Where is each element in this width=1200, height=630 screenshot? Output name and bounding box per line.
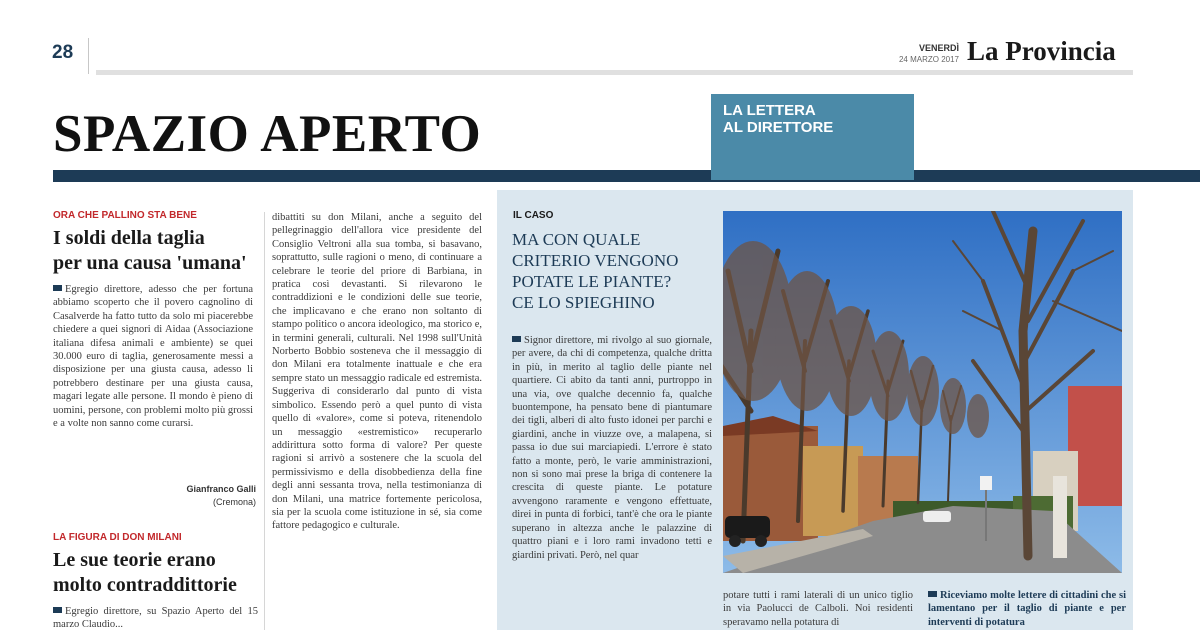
- letter-box-line-2: AL DIRETTORE: [723, 119, 834, 136]
- letter-continuation: potare tutti i rami laterali di un unico tiglio in via Paolucci de Calboli. Noi residenti speravamo nella potatura di: [723, 590, 913, 628]
- article1-signature-place: (Cremona): [212, 497, 256, 507]
- article1-body: [53, 283, 253, 481]
- article2-body-text: Egregio direttore, su Spazio Aperto del 15 marzo Claudio...: [53, 606, 258, 630]
- paragraph-marker-icon: [53, 285, 62, 291]
- letter-headline: [512, 229, 678, 313]
- article1-signature: Gianfranco Galli: [186, 484, 256, 494]
- header-rule: [96, 70, 1133, 75]
- letter-headline-line-4: CE LO SPIEGHINO: [512, 293, 655, 312]
- page-number: 28: [52, 42, 74, 63]
- letter-box: [711, 94, 914, 180]
- paragraph-marker-icon: [928, 591, 937, 597]
- letter-box-label: [723, 102, 833, 136]
- page-number-divider: [88, 38, 89, 74]
- article2-headline-line-1: Le sue teorie erano: [53, 549, 216, 571]
- paragraph-marker-icon: [53, 607, 62, 613]
- letter-kicker: IL CASO: [513, 210, 554, 221]
- header-date: 24 MARZO 2017: [898, 55, 959, 64]
- article1-kicker: ORA CHE PALLINO STA BENE: [53, 210, 197, 221]
- editor-reply-text: Riceviamo molte lettere di cittadini che si lamentano per il taglio di piante e per interventi di potatura: [928, 590, 1126, 628]
- header-day: VENERDÌ: [918, 43, 959, 53]
- editor-reply: [928, 589, 1126, 630]
- letter-headline-line-1: MA CON QUALE: [512, 230, 641, 249]
- article2-headline: [53, 548, 268, 598]
- section-title: SPAZIO APERTO: [53, 105, 482, 163]
- paragraph-marker-icon: [512, 336, 521, 342]
- masthead: La Provincia: [967, 36, 1116, 66]
- letter-body: [512, 334, 712, 630]
- letter-headline-line-3: POTATE LE PIANTE?: [512, 272, 672, 291]
- tree-lined-street-photo: [723, 211, 1122, 573]
- article2-kicker: LA FIGURA DI DON MILANI: [53, 532, 182, 543]
- letter-body-text: Signor direttore, mi rivolgo al suo giornale, per avere, da chi di competenza, qualche dritta in più, in merito al taglio delle piante nel quartiere. Ci abito da tanti anni, purtroppo in una via, ove qualche decennio fa, qualche buontempone, ha pensato bene di piantumare dei tigli, alberi di alto fusto idonei per parchi e giardini, anche in viuzze ove, a malapena, si passa io due sui marciapiedi. L'errore è stato fatto a monte, però, le varie amministrazioni, non si sono mai prese la briga di contenere la crescita di queste piante. Le potature avvengono raramente e vengono effettuate, direi in punta di forbici, tant'è che ora le piante superano in altezza anche le palazzine di quattro piani e i loro rami invadono tetti e giardini privati. Però, nel quar: [512, 335, 712, 561]
- article2-headline-line-2: molto contraddittorie: [53, 574, 237, 596]
- section-rule: [53, 170, 1200, 182]
- letter-headline-line-2: CRITERIO VENGONO: [512, 251, 679, 270]
- article1-headline: [53, 226, 263, 276]
- column-divider: [264, 212, 265, 630]
- article1-headline-line-2: per una causa 'umana': [53, 252, 247, 274]
- article2-body: [53, 605, 258, 630]
- column2-body: dibattiti su don Milani, anche a seguito del pellegrinaggio dell'allora vice presidente del Consiglio Veltroni alla sua tomba, si basavano, soprattutto, sulle ragioni o meno, di continuare a celebrare le teorie del priore di Barbiana, in pratica così devastanti. Si rilevarono le contraddizioni e le condizioni delle sue teorie, che implicavano e che erano non soltanto di stampo politico o ancora ideologico, ma storico e, in termini generali, culturali. Nel 1998 sull'Unità Norberto Bobbio sosteneva che il messaggio di don Milani era totalmente inattuale e che era sempre stato un messaggio radicale ed estremista. Suggeriva di considerarlo dal punto di vista simbolico. Essendo però a quel punto di vista quello di «valore», come si poteva, ritenendolo un messaggio «estremistico» recuperarlo addirittura sotto forma di valore? Per queste ragioni si arrivò a sostenere che la scuola del permissivismo e della disobbedienza della fine degli anni sessanta trova, nella testimonianza di don Milani, una matrice fortemente pericolosa, sia per la scuola come istituzione in sé, sia come fattore pedagogico e culturale.: [272, 212, 482, 532]
- letter-box-line-1: LA LETTERA: [723, 102, 816, 119]
- article1-body-text: Egregio direttore, adesso che per fortuna abbiamo scoperto che il povero cagnolino di Casalverde ha fatto tutto da solo mi piacerebbe chiedere a quei signori di Aidaa (Associazione italiana difesa animali e ambiente) se quei 30.000 euro di taglia, generosamente messi a disposizione per una giusta causa, adesso li potrebbero destinare per una giusta causa, magari legate alle persone. Il mondo è pieno di uomini, persone, con problemi molto più grossi e a volte non sanno come curarsi.: [53, 284, 253, 430]
- article1-headline-line-1: I soldi della taglia: [53, 227, 205, 249]
